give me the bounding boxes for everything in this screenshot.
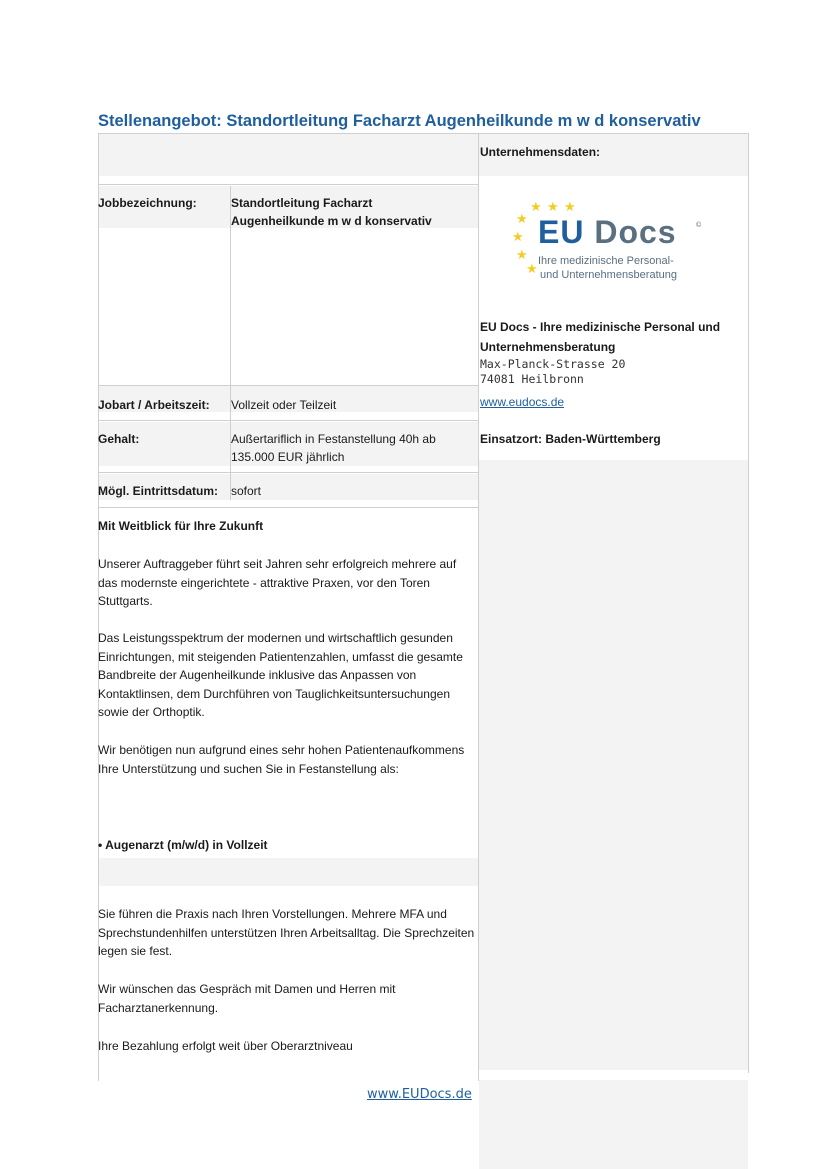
description-paragraph-4: Sie führen die Praxis nach Ihren Vorstellungen. Mehrere MFA und Sprechstundenhilfen unterstützen Ihren Arbeitsalltag. Die Sprechzeiten legen sie fest.	[98, 907, 475, 958]
position-row-background	[98, 858, 478, 886]
star-icon: ★	[512, 229, 524, 244]
job-title-value: Standortleitung Facharzt Augenheilkunde m w d konservativ	[231, 196, 432, 228]
star-icon: ★	[564, 199, 576, 214]
description-heading: Mit Weitblick für Ihre Zukunft	[98, 519, 264, 533]
description-row-top	[98, 507, 479, 508]
page-title: Stellenangebot: Standortleitung Facharzt Augenheilkunde m w d konservativ	[98, 112, 701, 130]
description-paragraph-2: Das Leistungsspektrum der modernen und wirtschaftlich gesunden Einrichtungen, mit steigenden Patientenzahlen, umfasst die gesamte Bandbreite der Augenheilkunde inklusive das Anpassen von Kontaktlinsen, dem Durchführen von Tauglichkeitsuntersuchungen sowie der Orthoptik.	[98, 631, 463, 719]
star-icon: ★	[516, 247, 528, 262]
header-row-bottom	[98, 184, 479, 185]
star-icon: ★	[526, 261, 538, 276]
logo-tagline: Ihre medizinische Personal- und Unternehmensberatung	[538, 255, 677, 281]
company-name: EU Docs - Ihre medizinische Personal und Unternehmensberatung	[480, 320, 721, 354]
header-row-background	[98, 133, 748, 176]
start-row-top	[98, 472, 479, 473]
position-highlight: • Augenarzt (m/w/d) in Vollzeit	[98, 838, 268, 852]
description-paragraph-1: Unserer Auftraggeber führt seit Jahren sehr erfolgreich mehrere auf das modernste eingerichtete - attraktive Praxen, vor den Toren Stuttgarts.	[98, 557, 457, 608]
company-street: Max-Planck-Strasse 20	[480, 357, 626, 371]
logo-wordmark: EU Docs	[538, 214, 677, 250]
start-date-value: sofort	[231, 484, 262, 498]
job-type-label: Jobart / Arbeitszeit:	[98, 398, 210, 412]
right-column-background	[479, 460, 748, 1070]
description-paragraph-3: Wir benötigen nun aufgrund eines sehr hohen Patientenaufkommens Ihre Unterstützung und suchen Sie in Festanstellung als:	[98, 743, 465, 776]
job-title-row-bottom	[98, 385, 479, 386]
job-title-label: Jobbezeichnung:	[98, 196, 197, 210]
company-logo	[500, 192, 710, 296]
table-border-right	[748, 133, 749, 1073]
right-column-bottom-background	[479, 1080, 748, 1169]
salary-label: Gehalt:	[98, 432, 140, 446]
logo-copyright-mark: ©	[696, 222, 702, 229]
job-type-value: Vollzeit oder Teilzeit	[231, 398, 337, 412]
company-city: 74081 Heilbronn	[480, 372, 584, 386]
column-divider	[478, 133, 479, 1081]
description-paragraph-5: Wir wünschen das Gespräch mit Damen und Herren mit Facharztanerkennung.	[98, 982, 396, 1015]
salary-value: Außertariflich in Festanstellung 40h ab 135.000 EUR jährlich	[231, 432, 436, 464]
table-border-top	[98, 133, 749, 134]
work-location: Einsatzort: Baden-Württemberg	[480, 432, 661, 446]
footer-website-link[interactable]: www.EUDocs.de	[367, 1087, 472, 1102]
salary-row-top	[98, 420, 479, 421]
star-icon: ★	[530, 199, 542, 214]
company-data-heading: Unternehmensdaten:	[480, 145, 601, 159]
star-icon: ★	[516, 211, 528, 226]
start-date-label: Mögl. Eintrittsdatum:	[98, 484, 218, 498]
company-website-link[interactable]: www.eudocs.de	[480, 395, 565, 409]
description-paragraph-6: Ihre Bezahlung erfolgt weit über Oberarztniveau	[98, 1039, 353, 1053]
star-icon: ★	[547, 199, 559, 214]
